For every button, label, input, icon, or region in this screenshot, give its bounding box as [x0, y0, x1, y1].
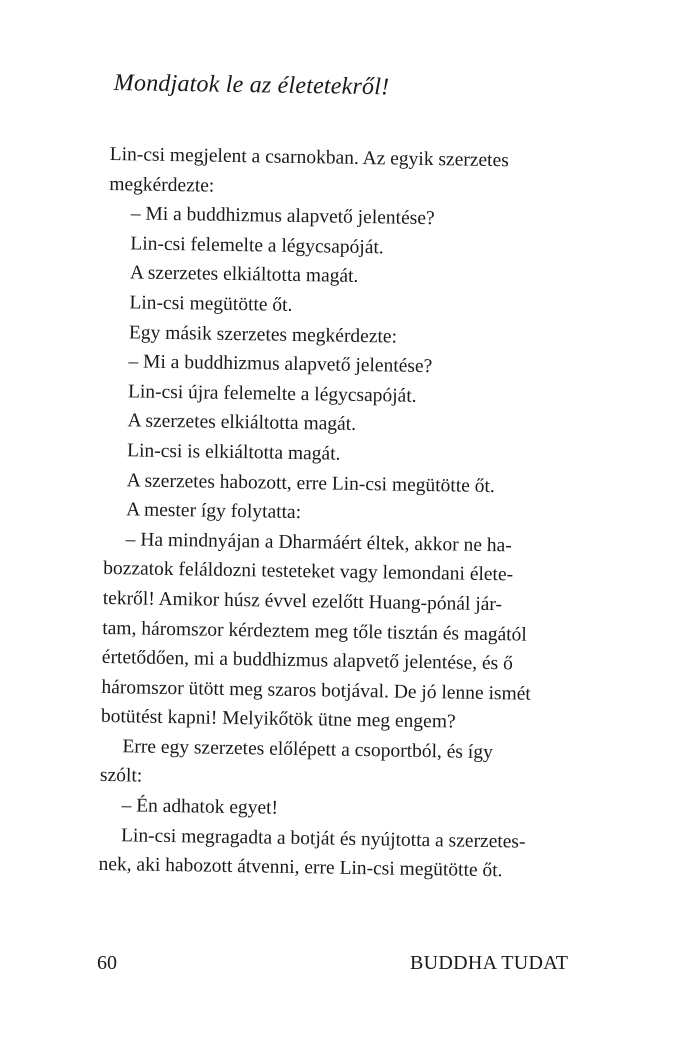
text-line: Lin-csi felemelte a légycsapóját. [130, 233, 384, 259]
text-line: Lin-csi újra felemelte a légycsapóját. [127, 381, 417, 407]
text-line: megkérdezte: [109, 173, 215, 197]
page-number: 60 [97, 952, 117, 974]
text-line: – Ha mindnyájan a Dharmáért éltek, akkor ne ha- [125, 529, 512, 557]
text-line: A mester így folytatta: [126, 499, 302, 524]
text-line: Lin-csi megjelent a csarnokban. Az egyik szerzetes [109, 143, 509, 172]
text-line: A szerzetes elkiáltotta magát. [127, 410, 357, 436]
text-line: értetődően, mi a buddhizmus alapvető jelentése, és ő [101, 647, 513, 675]
text-line: Lin-csi megragadta a botját és nyújtotta a szerzetes- [120, 824, 526, 853]
text-line: A szerzetes elkiáltotta magát. [129, 262, 359, 288]
running-title: BUDDHA TUDAT [410, 952, 569, 974]
text-line: bozzatok feláldozni testeteket vagy lemondani élete- [103, 558, 514, 586]
text-line: – Én adhatok egyet! [121, 795, 279, 819]
body-text [98, 140, 600, 887]
text-line: A szerzetes habozott, erre Lin-csi megütötte őt. [126, 469, 495, 497]
text-line: – Mi a buddhizmus alapvető jelentése? [130, 203, 435, 230]
text-line: Egy másik szerzetes megkérdezte: [128, 321, 398, 348]
text-line: háromszor ütött meg szaros botjával. De jó lenne ismét [101, 676, 531, 705]
text-line: Lin-csi is elkiáltotta magát. [126, 440, 341, 465]
text-line: Erre egy szerzetes előlépett a csoportból, és így [122, 736, 493, 763]
text-line: tekről! Amikor húsz évvel ezelőtt Huang-pónál jár- [102, 587, 503, 616]
text-line: nek, aki habozott átvenni, erre Lin-csi megütötte őt. [98, 854, 503, 882]
chapter-heading: Mondjatok le az életetekről! [113, 70, 390, 101]
text-line: tam, háromszor kérdeztem meg tőle tisztán és magától [102, 617, 527, 646]
text-line: Lin-csi megütötte őt. [129, 292, 293, 316]
text-line: – Mi a buddhizmus alapvető jelentése? [128, 351, 433, 378]
text-line: szólt: [99, 765, 143, 788]
text-line: botütést kapni! Melyikőtök ütne meg engem? [100, 706, 456, 733]
